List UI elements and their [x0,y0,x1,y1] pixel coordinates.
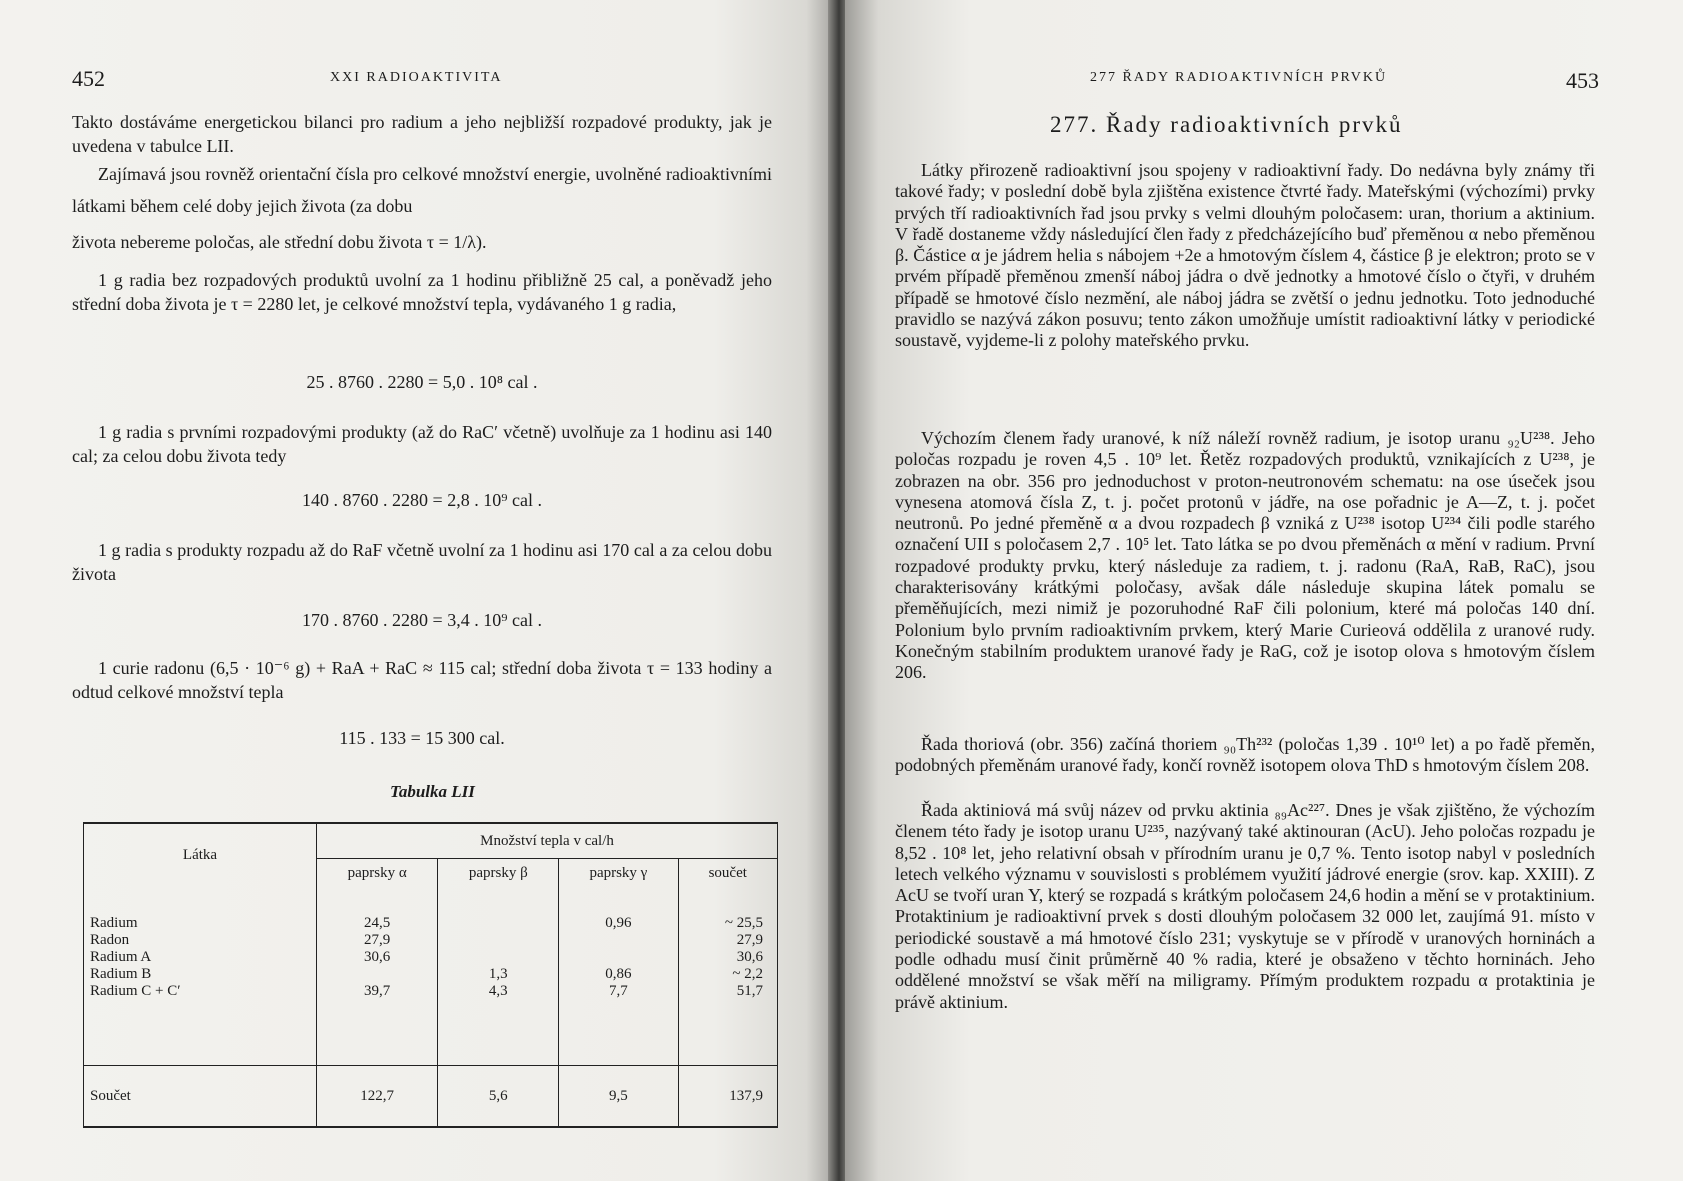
cell-gamma [565,932,671,949]
left-page [0,0,840,1181]
table-row-label: Radium B [90,966,152,982]
table-caption: Tabulka LII [390,782,475,801]
page-number-left: 452 [72,66,105,91]
total-sum: 137,9 [678,1066,778,1128]
paragraph-radium-without-products: 1 g radia bez rozpadových produktů uvolní za 1 hodinu přibližně 25 cal, a poněvadž jeho střední doba života je τ = 2280 let, je celkové množství tepla, vydávaného 1 g radia, [72,270,772,314]
beta-column [438,887,559,1066]
paragraph-actinium-series: Řada aktiniová má svůj název od prvku aktinia ₈₉Ac²²⁷. Dnes je však zjištěno, že výchozím členem této řady je isotop uranu U²³⁵, nazývaný také aktinouran (AcU). Jeho poločas rozpadu je 8,52 . 10⁸ let, jeho relativní obsah v přírodním uranu je 0,7 %. Tento isotop nabyl v posledních letech velkého významu v souvislosti s problémem využití jádrové energie (srov. kap. XXIII). Z AcU se tvoří uran Y, který se rozpadá s krátkým poločasem 24,6 hodin a mění se v protaktinium. Protaktinium je radioaktivní prvek s dosti dlouhým poločasem 32 000 let, zaujímá 91. místo v periodické soustavě a má hmotové číslo 231; vyskytuje se v přírodě v uranových horninách a podle odhadu musí činit průměrně 40 % radia, které je obsaženo v těchto horninách. Jeho oddělené množství se však měří na miligramy. Přímým produktem rozpadu α protaktinia je právě aktinium. [895,800,1595,1012]
paragraph-mean-life: života nebereme poločas, ale střední dobu života τ = 1/λ). [72,232,487,252]
cell-sum: 30,6 [736,949,763,965]
header-heat-group: Množství tepla v cal/h [480,832,614,849]
cell-sum: ~ 2,2 [732,966,763,982]
total-beta: 5,6 [438,1066,559,1128]
header-alpha: paprsky α [317,859,438,888]
section-title: 277. Řady radioaktivních prvků [1050,112,1403,137]
header-gamma: paprsky γ [559,859,678,888]
paragraph-radium-first-products: 1 g radia s prvními rozpadovými produkty (až do RaC′ včetně) uvolňuje za 1 hodinu asi 140 cal; za celou dobu života tedy [72,422,772,466]
cell-gamma [565,949,671,966]
cell-alpha: 30,6 [364,949,391,965]
cell-alpha [323,966,431,983]
sum-column [678,887,778,1066]
cell-beta [444,932,552,949]
running-head-left: XXI RADIOAKTIVITA [330,70,503,85]
cell-beta [444,915,552,932]
equation-2: 140 . 8760 . 2280 = 2,8 . 10⁹ cal . [302,490,542,510]
cell-gamma: 0,96 [605,915,632,931]
total-label: Součet [84,1066,317,1128]
paragraph-thorium-series: Řada thoriová (obr. 356) začíná thoriem ₉₀Th²³² (poločas 1,39 . 10¹⁰ let) a po řadě přeměn, podobných přeměnám uranové řady, končí rovněž isotopem olova ThD s hmotovým číslem 208. [895,734,1595,776]
cell-alpha: 27,9 [364,932,391,948]
header-substance: Látka [84,823,317,887]
table-row-label: Radium [90,915,138,931]
paragraph-energy-balance: Takto dostáváme energetickou bilanci pro radium a jeho nejbližší rozpadové produkty, jak je uvedena v tabulce LII. [72,112,772,156]
cell-beta: 4,3 [488,983,508,999]
equation-1: 25 . 8760 . 2280 = 5,0 . 10⁸ cal . [306,372,538,392]
paragraph-uranium-series: Výchozím členem řady uranové, k níž náleží rovněž radium, je isotop uranu ₉₂U²³⁸. Jeho poločas rozpadu je roven 4,5 . 10⁹ let. Řetěz rozpadových produktů, vznikajících z U²³⁸, je zobrazen na obr. 356 pro jednoduchost v proton-neutronovém schematu: na ose úseček jsou vynesena atomová čísla Z, t. j. počet protonů v jádře, na ose pořadnic je A—Z, t. j. počet neutronů. Po jedné přeměně α a dvou rozpadech β vzniká z U²³⁸ isotop U²³⁴ čili podle starého označení UII s poločasem 2,7 . 10⁵ let. Tato látka se po dvou přeměnách α mění v radium. První rozpadové produkty prvku, který následuje za radiem, t. j. radonu (RaA, RaB, RaC), jsou charakterisovány krátkými poločasy, avšak dále následuje skupina látek pomalu se přeměňujících, mezi nimiž je pozoruhodné RaF čili polonium, které má poločas 140 dní. Polonium bylo prvním radioaktivním prvkem, který Marie Curieová oddělila z uranové rudy. Konečným stabilním produktem uranové řady je RaG, což je isotop olova s hmotovým číslem 206. [895,428,1595,683]
header-beta: paprsky β [438,859,559,888]
alpha-column [317,887,438,1066]
total-alpha: 122,7 [317,1066,438,1128]
table-row-label: Radium A [90,949,152,965]
cell-sum: ~ 25,5 [724,915,763,931]
running-head-right: 277 ŘADY RADIOAKTIVNÍCH PRVKŮ [1090,70,1388,85]
gamma-column [559,887,678,1066]
cell-alpha: 39,7 [364,983,391,999]
cell-beta: 1,3 [488,966,508,982]
cell-gamma: 0,86 [605,966,632,982]
paragraph-natural-series: Látky přirozeně radioaktivní jsou spojeny v radioaktivní řady. Do nedávna byly známy tři takové řady; v poslední době byla zjištěna existence čtvrté řady. Mateřskými (výchozími) prvky prvých tří radioaktivních řad jsou prvky s velmi dlouhým poločasem: uran, thorium a aktinium. V řadě dostaneme vždy následující člen řady z předcházejícího buď přeměnou α nebo přeměnou β. Částice α je jádrem helia s nábojem +2e a hmotovým číslem 4, částice β je elektron; proto se v prvém případě přeměnou zmenší náboj jádra o dvě jednotky a hmotové číslo o čtyři, v druhém případě se hmotové číslo nezmění, ale náboj jádra se zvětší o jednu jednotku. Toto jednoduché pravidlo se nazývá zákon posuvu; tento zákon umožňuje umístit radioaktivní látky v periodické soustavě, vyjdeme-li z polohy mateřského prvku. [895,160,1595,351]
cell-sum: 27,9 [736,932,763,948]
cell-alpha: 24,5 [364,915,391,931]
total-gamma: 9,5 [559,1066,678,1128]
paragraph-orientation-numbers: Zajímavá jsou rovněž orientační čísla pro celkové množství energie, uvolněné radioaktivními látkami během celé doby jejich života (za dobu [72,164,772,216]
page-number-right: 453 [1566,68,1599,93]
cell-gamma: 7,7 [609,983,628,999]
equation-3: 170 . 8760 . 2280 = 3,4 . 10⁹ cal . [302,610,542,630]
table-row-label: Radon [90,932,130,948]
paragraph-curie-radon: 1 curie radonu (6,5 · 10⁻⁶ g) + RaA + RaC ≈ 115 cal; střední doba života τ = 133 hodiny a odtud celkové množství tepla [72,658,772,702]
paragraph-radium-raf-products: 1 g radia s produkty rozpadu až do RaF včetně uvolní za 1 hodinu asi 170 cal a za celou dobu života [72,540,772,584]
cell-beta [444,949,552,966]
equation-4: 115 . 133 = 15 300 cal. [339,728,505,748]
cell-sum: 51,7 [736,983,763,999]
substance-column [84,887,317,1066]
heat-table [83,822,778,1128]
header-sum: součet [678,859,778,888]
table-row-label: Radium C + C′ [90,983,181,999]
